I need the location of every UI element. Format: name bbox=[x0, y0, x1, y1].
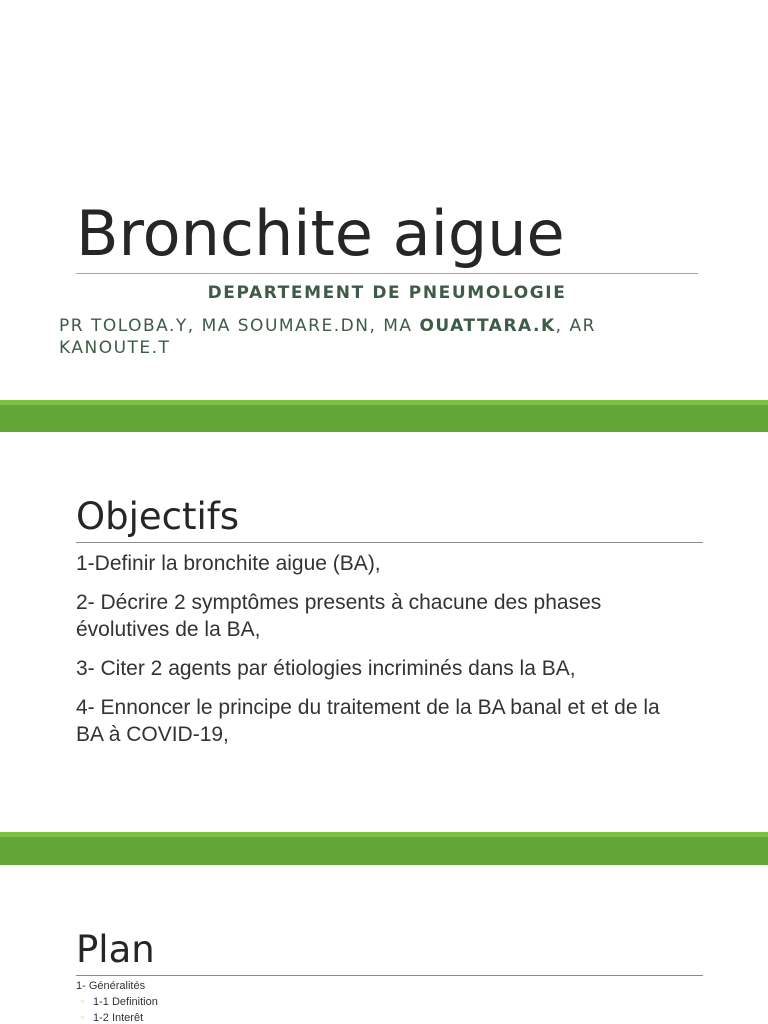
plan-item: 1- Généralités bbox=[76, 980, 146, 992]
bullet-icon: ▫ bbox=[81, 1013, 84, 1022]
objectives-list bbox=[76, 550, 686, 760]
plan-list bbox=[76, 978, 676, 1024]
slide-separator bbox=[0, 400, 768, 432]
slide-separator bbox=[0, 832, 768, 865]
authors-line bbox=[59, 315, 699, 359]
objective-item: 2- Décrire 2 symptômes presents à chacune des phases évolutives de la BA, bbox=[76, 591, 602, 641]
plan-subitem bbox=[76, 994, 676, 1010]
authors-text: PR TOLOBA.Y, MA SOUMARE.DN, MA bbox=[59, 316, 420, 336]
heading-divider bbox=[76, 542, 703, 543]
authors-text-end: , AR KANOUTE.T bbox=[59, 316, 596, 358]
slide-title: Bronchite aigue bbox=[76, 197, 565, 270]
authors-highlight: OUATTARA.K bbox=[419, 316, 556, 336]
objectives-slide bbox=[0, 432, 768, 832]
slide-subtitle: DEPARTEMENT DE PNEUMOLOGIE bbox=[207, 283, 567, 303]
objective-item: 4- Ennoncer le principe du traitement de la BA banal et et de la BA à COVID-19, bbox=[76, 696, 660, 746]
plan-slide bbox=[0, 865, 768, 1024]
title-divider bbox=[76, 273, 698, 274]
objectives-heading: Objectifs bbox=[76, 495, 240, 538]
title-slide bbox=[0, 0, 768, 400]
bullet-icon: ▫ bbox=[81, 997, 84, 1006]
objective-item: 3- Citer 2 agents par étiologies incriminés dans la BA, bbox=[76, 657, 576, 680]
plan-subitem bbox=[76, 1010, 676, 1024]
heading-divider bbox=[76, 975, 703, 976]
plan-subitem-label: 1-1 Definition bbox=[93, 996, 158, 1008]
plan-subitem-label: 1-2 Interêt bbox=[93, 1012, 144, 1024]
plan-heading: Plan bbox=[76, 928, 155, 971]
objective-item: 1-Definir la bronchite aigue (BA), bbox=[76, 552, 381, 575]
